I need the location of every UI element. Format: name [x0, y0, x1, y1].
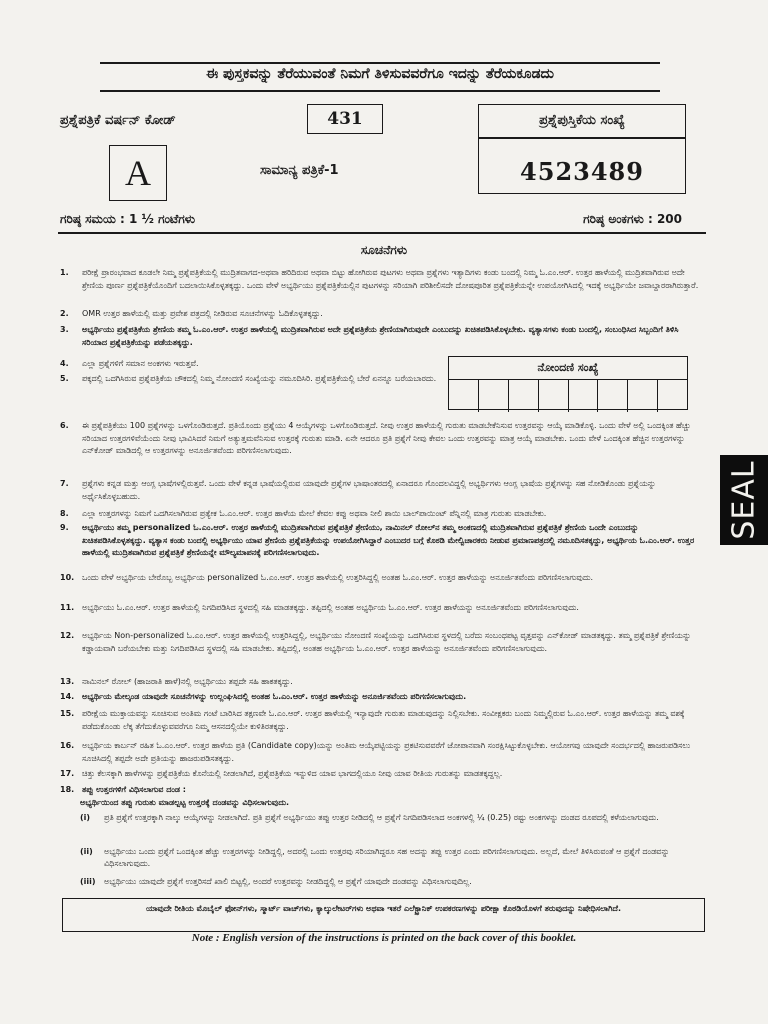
booklet-box-divider — [479, 137, 685, 139]
instruction-number: 9. — [60, 523, 69, 532]
max-time-label: ಗರಿಷ್ಠ ಸಮಯ : 1 ½ ಗಂಟೆಗಳು — [60, 212, 196, 226]
instruction-text: ನಾಮಿನಲ್ ರೋಲ್ (ಹಾಜರಾತಿ ಹಾಳೆ)ನಲ್ಲಿ ಅಭ್ಯರ್ಥಿಯು ತಪ್ಪದೇ ಸಹಿ ಹಾಕತಕ್ಕದ್ದು. — [82, 677, 293, 686]
penalty-number: (ii) — [80, 847, 93, 856]
booklet-number-label: ಪ್ರಶ್ನೆಪುಸ್ತಿಕೆಯ ಸಂಖ್ಯೆ — [539, 113, 625, 128]
banner-warning: ಈ ಪುಸ್ತಕವನ್ನು ತೆರೆಯುವಂತೆ ನಿಮಗೆ ತಿಳಿಸುವವರೆಗೂ ಇದನ್ನು ತೆರೆಯಕೂಡದು — [206, 66, 554, 82]
instruction-text: ಎಲ್ಲಾ ಉತ್ತರಗಳನ್ನು ನಿಮಗೆ ಒದಗಿಸಲಾಗಿರುವ ಪ್ರತ್ಯೇಕ ಓ.ಎಂ.ಆರ್. ಉತ್ತರ ಹಾಳೆಯ ಮೇಲೆ ಕೇವಲ ಕಪ್ಪು ಅಥವಾ ನೀಲಿ ಶಾಯಿ ಬಾಲ್‌ಪಾಯಿಂಟ್ ಪೆನ್ನಿನಲ್ಲಿ ಮಾತ್ರ ಗುರುತು ಮಾಡಬೇಕು. — [82, 509, 547, 518]
instruction-number: 3. — [60, 325, 69, 334]
version-code-label: ಪ್ರಶ್ನೆಪತ್ರಿಕೆ ವರ್ಷನ್ ಕೋಡ್ — [60, 113, 176, 128]
english-version-note: Note : English version of the instructions is printed on the back cover of this booklet. — [191, 932, 577, 944]
registration-digit-cell — [628, 380, 658, 412]
instruction-text: ಒಂದು ವೇಳೆ ಅಭ್ಯರ್ಥಿಯ ಬೇರೊಬ್ಬ ಅಭ್ಯರ್ಥಿಯ personalized ಓ.ಎಂ.ಆರ್. ಉತ್ತರ ಹಾಳೆಯಲ್ಲಿ ಉತ್ತರಿಸಿದ್ದಲ್ಲಿ ಅಂತಹ ಓ.ಎಂ.ಆರ್. ಉತ್ತರ ಹಾಳೆಯನ್ನು ಅನೂರ್ಜಿತವೆಂದು ಪರಿಗಣಿಸಲಾಗುವುದು. — [82, 573, 594, 582]
penalty-text: ಪ್ರತಿ ಪ್ರಶ್ನೆಗೆ ಉತ್ತರಕ್ಕಾಗಿ ನಾಲ್ಕು ಆಯ್ಕೆಗಳನ್ನು ನೀಡಲಾಗಿದೆ. ಪ್ರತಿ ಪ್ರಶ್ನೆಗೆ ಅಭ್ಯರ್ಥಿಯು ತಪ್ಪು ಉತ್ತರ ನೀಡಿದಲ್ಲಿ ಆ ಪ್ರಶ್ನೆಗೆ ನಿಗದಿಪಡಿಸಲಾದ ಅಂಕಗಳಲ್ಲಿ ¼ (0.25) ರಷ್ಟು ಅಂಕಗಳನ್ನು ದಂಡದ ರೂಪದಲ್ಲಿ ಕಳೆಯಲಾಗುವುದು. — [104, 813, 659, 822]
registration-digit-cell — [539, 380, 569, 412]
instruction-text: ಪರೀಕ್ಷೆ ಪ್ರಾರಂಭವಾದ ಕೂಡಲೇ ನಿಮ್ಮ ಪ್ರಶ್ನೆಪತ್ರಿಕೆಯಲ್ಲಿ ಮುದ್ರಿತವಾಗದ-ಅಥವಾ ಹರಿದಿರುವ ಅಥವಾ ಬಿಟ್ಟು ಹೋಗಿರುವ ಪುಟಗಳು ಅಥವಾ ಪ್ರಶ್ನೆಗಳು ಇತ್ಯಾದಿಗಳು ಕಂಡು ಬಂದಲ್ಲಿ ನಿಮ್ಮ ಓ.ಎಂ.ಆರ್. ಉತ್ತರ ಹಾಳೆಯಲ್ಲಿ ಮುದ್ರಿತವಾಗಿರುವ ಅದೇ ಶ್ರೇಣಿಯ ಪೂರ್ಣ ಪ್ರಶ್ನೆಪತ್ರಿಕೆಯೊಂದಿಗೆ ಬದಲಾಯಿಸಿಕೊಳ್ಳತಕ್ಕದ್ದು. ಒಂದು ವೇಳೆ ಅಭ್ಯರ್ಥಿಯು ಪ್ರಶ್ನೆಪತ್ರಿಕೆಯಲ್ಲಿನ ಪುಟಗಳನ್ನು ಸರಿಯಾಗಿ ಪರಿಶೀಲಿಸದೇ ದೋಷಪೂರಿತ ಪ್ರಶ್ನೆಪತ್ರಿಕೆಯನ್ನೇ ಉಪಯೋಗಿಸಿದಲ್ಲಿ ಇದಕ್ಕೆ ಅಭ್ಯರ್ಥಿಯೇ ಜವಾಬ್ದಾರರಾಗಿರುತ್ತಾರೆ. — [82, 268, 699, 290]
instruction-text: ಈ ಪ್ರಶ್ನೆಪತ್ರಿಕೆಯು 100 ಪ್ರಶ್ನೆಗಳನ್ನು ಒಳಗೊಂಡಿರುತ್ತದೆ. ಪ್ರತಿಯೊಂದು ಪ್ರಶ್ನೆಯು 4 ಆಯ್ಕೆಗಳನ್ನು ಒಳಗೊಂಡಿರುತ್ತದೆ. ನೀವು ಉತ್ತರ ಹಾಳೆಯಲ್ಲಿ ಗುರುತು ಮಾಡಬೇಕೆನಿಸುವ ಉತ್ತರವನ್ನು ಆಯ್ಕೆ ಮಾಡಿಕೊಳ್ಳಿ. ಒಂದು ವೇಳೆ ಅಲ್ಲಿ ಒಂದಕ್ಕಿಂತ ಹೆಚ್ಚು ಸರಿಯಾದ ಉತ್ತರಗಳಿವೆಯೆಂದು ನೀವು ಭಾವಿಸಿದರೆ ನಿಮಗೆ ಅತ್ಯುತ್ತಮವೆನಿಸುವ ಉತ್ತರಕ್ಕೆ ಗುರುತು ಮಾಡಿ. ಏನೇ ಆದರೂ ಪ್ರತಿ ಪ್ರಶ್ನೆಗೆ ನೀವು ಕೇವಲ ಒಂದು ಉತ್ತರವನ್ನು ಮಾತ್ರ ಆಯ್ಕೆ ಮಾಡಬೇಕು. ಒಂದು ವೇಳೆ ಒಂದಕ್ಕಿಂತ ಹೆಚ್ಚಿನ ಉತ್ತರಗಳನ್ನು ಎನ್‌ಕೋಡ್ ಮಾಡಿದಲ್ಲಿ ಆ ಉತ್ತರಗಳನ್ನು ಅನೂರ್ಜಿತವೆಂದು ಪರಿಗಣಿಸಲಾಗುವುದು. — [82, 421, 691, 455]
registration-number-cells — [449, 379, 687, 412]
instruction-number: 8. — [60, 509, 69, 518]
seal-label: SEAL — [726, 460, 762, 540]
instruction-number: 5. — [60, 374, 69, 383]
instruction-number: 15. — [60, 709, 75, 718]
registration-digit-cell — [509, 380, 539, 412]
instruction-text: ಚಿತ್ತು ಕೆಲಸಕ್ಕಾಗಿ ಹಾಳೆಗಳನ್ನು ಪ್ರಶ್ನೆಪತ್ರಿಕೆಯ ಕೊನೆಯಲ್ಲಿ ನೀಡಲಾಗಿದೆ, ಪ್ರಶ್ನೆಪತ್ರಿಕೆಯ ಇನ್ನುಳಿದ ಯಾವ ಭಾಗದಲ್ಲಿಯೂ ನೀವು ಯಾವ ರೀತಿಯ ಗುರುತನ್ನು ಮಾಡತಕ್ಕದ್ದಲ್ಲ. — [82, 769, 503, 778]
registration-digit-cell — [658, 380, 687, 412]
registration-digit-cell — [569, 380, 599, 412]
instruction-text: OMR ಉತ್ತರ ಹಾಳೆಯಲ್ಲಿ ಮತ್ತು ಪ್ರವೇಶ ಪತ್ರದಲ್ಲಿ ನೀಡಿರುವ ಸೂಚನೆಗಳನ್ನು ಓದಿಕೊಳ್ಳತಕ್ಕದ್ದು. — [82, 309, 323, 318]
header-divider — [58, 232, 706, 234]
instruction-number: 16. — [60, 741, 75, 750]
instruction-number: 1. — [60, 268, 69, 277]
paper-title: ಸಾಮಾನ್ಯ ಪತ್ರಿಕೆ-1 — [260, 163, 339, 178]
instruction-text: ಪಕ್ಕದಲ್ಲಿ ಒದಗಿಸಿರುವ ಪ್ರಶ್ನೆಪತ್ರಿಕೆಯ ಚೌಕದಲ್ಲಿ ನಿಮ್ಮ ನೋಂದಣಿ ಸಂಖ್ಯೆಯನ್ನು ನಮೂದಿಸಿರಿ. ಪ್ರಶ್ನೆಪತ್ರಿಕೆಯಲ್ಲಿ ಬೇರೆ ಏನನ್ನೂ ಬರೆಯಬಾರದು. — [82, 374, 437, 383]
penalty-text: ಅಭ್ಯರ್ಥಿಯು ಒಂದು ಪ್ರಶ್ನೆಗೆ ಒಂದಕ್ಕಿಂತ ಹೆಚ್ಚು ಉತ್ತರಗಳನ್ನು ನೀಡಿದ್ದಲ್ಲಿ, ಅದರಲ್ಲಿ ಒಂದು ಉತ್ತರವು ಸರಿಯಾಗಿದ್ದರೂ ಸಹ ಅದನ್ನು ತಪ್ಪು ಉತ್ತರ ಎಂದು ಪರಿಗಣಿಸಲಾಗುವುದು. ಅಲ್ಲದೆ, ಮೇಲೆ ತಿಳಿಸಿರುವಂತೆ ಆ ಪ್ರಶ್ನೆಗೆ ದಂಡವನ್ನು ವಿಧಿಸಲಾಗುವುದು. — [104, 847, 670, 868]
instruction-number: 14. — [60, 692, 75, 701]
instruction-text: ಎಲ್ಲಾ ಪ್ರಶ್ನೆಗಳಿಗೆ ಸಮಾನ ಅಂಕಗಳು ಇರುತ್ತವೆ. — [82, 359, 199, 368]
instruction-number: 10. — [60, 573, 75, 582]
instruction-text: ಅಭ್ಯರ್ಥಿಯ Non-personalized ಓ.ಎಂ.ಆರ್. ಉತ್ತರ ಹಾಳೆಯಲ್ಲಿ ಉತ್ತರಿಸಿದ್ದಲ್ಲಿ, ಅಭ್ಯರ್ಥಿಯು ನೋಂದಣಿ ಸಂಖ್ಯೆಯನ್ನು ಒದಗಿಸಿರುವ ಸ್ಥಳದಲ್ಲಿ ಬರೆದು ಸಂಬಂಧಪಟ್ಟ ವೃತ್ತವನ್ನು ಎನ್‌ಕೋಡ್ ಮಾಡತಕ್ಕದ್ದು. ತಮ್ಮ ಪ್ರಶ್ನೆಪತ್ರಿಕೆ ಶ್ರೇಣಿಯನ್ನು ಕಡ್ಡಾಯವಾಗಿ ಬರೆಯಬೇಕು ಮತ್ತು ನಿಗದಿಪಡಿಸಿದ ಸ್ಥಳದಲ್ಲಿ ಸಹಿ ಮಾಡಬೇಕು. ತಪ್ಪಿದಲ್ಲಿ, ಅಂತಹ ಅಭ್ಯರ್ಥಿಯ ಓ.ಎಂ.ಆರ್. ಉತ್ತರ ಹಾಳೆಯನ್ನು ಅನೂರ್ಜಿತವೆಂದು ಪರಿಗಣಿಸಲಾಗುವುದು. — [82, 631, 692, 653]
seal-tab — [720, 455, 768, 545]
instruction-text: ಅಭ್ಯರ್ಥಿಯ ಮೇಲ್ಕಂಡ ಯಾವುದೇ ಸೂಚನೆಗಳನ್ನು ಉಲ್ಲಂಘಿಸಿದಲ್ಲಿ ಅಂತಹ ಓ.ಎಂ.ಆರ್. ಉತ್ತರ ಹಾಳೆಯನ್ನು ಅನೂರ್ಜಿತವೆಂದು ಪರಿಗಣಿಸಲಾಗುವುದು. — [82, 692, 467, 701]
instruction-text: ಅಭ್ಯರ್ಥಿಯು ತಮ್ಮ personalized ಓ.ಎಂ.ಆರ್. ಉತ್ತರ ಹಾಳೆಯಲ್ಲಿ ಮುದ್ರಿತವಾಗಿರುವ ಪ್ರಶ್ನೆಪತ್ರಿಕೆ ಶ್ರೇಣಿಯು, ನಾಮಿನಲ್ ರೋಲ್‌ನ ತಮ್ಮ ಅಂಕಣದಲ್ಲಿ ಮುದ್ರಿತವಾಗಿರುವ ಪ್ರಶ್ನೆಪತ್ರಿಕೆ ಶ್ರೇಣಿಯ ಒಂದೇ ಎಂಬುದನ್ನು ಖಚಿತಪಡಿಸಿಕೊಳ್ಳತಕ್ಕದ್ದು. ವ್ಯತ್ಯಾಸ ಕಂಡು ಬಂದಲ್ಲಿ ಅಭ್ಯರ್ಥಿಯು ಯಾವ ಶ್ರೇಣಿಯ ಪ್ರಶ್ನೆಪತ್ರಿಕೆಯನ್ನು ಉಪಯೋಗಿಸಿದ್ದಾರೆ ಎಂಬುದರ ಬಗ್ಗೆ ಕೊಠಡಿ ಮೇಲ್ವಿಚಾರಕರು ನೀಡುವ ಪ್ರಮಾಣಪತ್ರದಲ್ಲಿ ನಮೂದಿಸತಕ್ಕದ್ದು, ಅಭ್ಯರ್ಥಿಯ ಓ.ಎಂ.ಆರ್. ಉತ್ತರ ಹಾಳೆಯಲ್ಲಿ ಮುದ್ರಿತವಾಗಿರುವ ಪ್ರಶ್ನೆಪತ್ರಿಕೆ ಶ್ರೇಣಿಯನ್ನೇ ಮೌಲ್ಯಮಾಪನಕ್ಕೆ ಪರಿಗಣಿಸಲಾಗುವುದು. — [82, 523, 695, 557]
instruction-text: ಅಭ್ಯರ್ಥಿಯು ಪ್ರಶ್ನೆಪತ್ರಿಕೆಯ ಶ್ರೇಣಿಯ ತಮ್ಮ ಓ.ಎಂ.ಆರ್. ಉತ್ತರ ಹಾಳೆಯಲ್ಲಿ ಮುದ್ರಿತವಾಗಿರುವ ಅದೇ ಪ್ರಶ್ನೆಪತ್ರಿಕೆಯ ಶ್ರೇಣಿಯಾಗಿರುವುದೇ ಎಂಬುದನ್ನು ಖಚಿತಪಡಿಸಿಕೊಳ್ಳಬೇಕು. ವ್ಯತ್ಯಾಸಗಳು ಕಂಡು ಬಂದಲ್ಲಿ, ಸಂಬಂಧಿಸಿದ ಸಿಬ್ಬಂದಿಗೆ ತಿಳಿಸಿ ಸರಿಯಾದ ಪ್ರಶ್ನೆಪತ್ರಿಕೆಯನ್ನು ಪಡೆಯತಕ್ಕದ್ದು. — [82, 325, 679, 347]
penalty-number: (iii) — [80, 877, 96, 886]
instruction-number: 4. — [60, 359, 69, 368]
instruction-text: ಪರೀಕ್ಷೆಯ ಮುಕ್ತಾಯವನ್ನು ಸೂಚಿಸುವ ಅಂತಿಮ ಗಂಟೆ ಬಾರಿಸಿದ ತಕ್ಷಣವೇ ಓ.ಎಂ.ಆರ್. ಉತ್ತರ ಹಾಳೆಯಲ್ಲಿ ಇನ್ಯಾವುದೇ ಗುರುತು ಮಾಡುವುದನ್ನು ನಿಲ್ಲಿಸಬೇಕು. ಸಂವೀಕ್ಷಕರು ಬಂದು ನಿಮ್ಮಲ್ಲಿರುವ ಓ.ಎಂ.ಆರ್. ಉತ್ತರ ಹಾಳೆಯನ್ನು ತಮ್ಮ ವಶಕ್ಕೆ ಪಡೆದುಕೊಂಡು ಲೆಕ್ಕ ತೆಗೆದುಕೊಳ್ಳುವವರೆಗೂ ನಿಮ್ಮ ಆಸನದಲ್ಲಿಯೇ ಕುಳಿತಿರತಕ್ಕದ್ದು. — [82, 709, 685, 731]
instruction-text: ಅಭ್ಯರ್ಥಿಯು ಓ.ಎಂ.ಆರ್. ಉತ್ತರ ಹಾಳೆಯಲ್ಲಿ ನಿಗದಿಪಡಿಸಿದ ಸ್ಥಳದಲ್ಲಿ ಸಹಿ ಮಾಡತಕ್ಕದ್ದು. ತಪ್ಪಿದಲ್ಲಿ ಅಂತಹ ಅಭ್ಯರ್ಥಿಯ ಓ.ಎಂ.ಆರ್. ಉತ್ತರ ಹಾಳೆಯನ್ನು ಅನೂರ್ಜಿತವೆಂದು ಪರಿಗಣಿಸಲಾಗುವುದು. — [82, 603, 579, 612]
version-letter: A — [109, 145, 167, 201]
registration-digit-cell — [449, 380, 479, 412]
electronic-devices-warning: ಯಾವುದೇ ರೀತಿಯ ಮೊಬೈಲ್ ಫೋನ್‌ಗಳು, ಸ್ಮಾರ್ಟ್ ವಾಚ್‌ಗಳು, ಕ್ಯಾಲ್ಕುಲೇಟರ್‌ಗಳು ಅಥವಾ ಇತರೆ ಎಲೆಕ್ಟ್ರಾನಿಕ್ ಉಪಕರಣಗಳನ್ನು ಪರೀಕ್ಷಾ ಕೊಠಡಿಯೊಳಗೆ ತರುವುದನ್ನು ನಿಷೇಧಿಸಲಾಗಿದೆ. — [62, 898, 705, 932]
instruction-number: 13. — [60, 677, 75, 686]
instruction-number: 2. — [60, 309, 69, 318]
instructions-heading: ಸೂಚನೆಗಳು — [360, 243, 408, 257]
registration-number-box — [448, 356, 688, 410]
registration-digit-cell — [598, 380, 628, 412]
instruction-number: 17. — [60, 769, 75, 778]
instruction-number: 7. — [60, 479, 69, 488]
penalty-number: (i) — [80, 813, 91, 822]
registration-digit-cell — [479, 380, 509, 412]
registration-number-label: ನೋಂದಣಿ ಸಂಖ್ಯೆ — [537, 361, 599, 374]
version-code: 431 — [307, 104, 383, 134]
booklet-number-box — [478, 104, 686, 194]
instruction-number: 12. — [60, 631, 75, 640]
penalty-intro: ಅಭ್ಯರ್ಥಿಯಿಂದ ತಪ್ಪು ಗುರುತು ಮಾಡಲ್ಪಟ್ಟ ಉತ್ತರಕ್ಕೆ ದಂಡವನ್ನು ವಿಧಿಸಲಾಗುವುದು. — [80, 798, 290, 807]
max-marks-label: ಗರಿಷ್ಠ ಅಂಕಗಳು : 200 — [583, 212, 682, 226]
instruction-text: ಅಭ್ಯರ್ಥಿಯ ಕಾರ್ಬನ್ ರಹಿತ ಓ.ಎಂ.ಆರ್. ಉತ್ತರ ಹಾಳೆಯ ಪ್ರತಿ (Candidate copy)ಯನ್ನು ಅಂತಿಮ ಆಯ್ಕೆಪಟ್ಟಿಯನ್ನು ಪ್ರಕಟಿಸುವವರೆಗೆ ಜೋಪಾನವಾಗಿ ಸಂರಕ್ಷಿಸಿಟ್ಟುಕೊಳ್ಳಬೇಕು. ಆಯೋಗವು ಯಾವುದೇ ಸಂದರ್ಭದಲ್ಲಿ ಹಾಜರುಪಡಿಸಲು ಸೂಚಿಸಿದಲ್ಲಿ ತಪ್ಪದೇ ಅದೇ ಪ್ರತಿಯನ್ನು ಹಾಜರುಪಡಿಸತಕ್ಕದ್ದು. — [82, 741, 691, 763]
penalty-text: ಅಭ್ಯರ್ಥಿಯು ಯಾವುದೇ ಪ್ರಶ್ನೆಗೆ ಉತ್ತರಿಸದೆ ಖಾಲಿ ಬಿಟ್ಟಲ್ಲಿ, ಅಂದರೆ ಉತ್ತರವನ್ನು ನೀಡದಿದ್ದಲ್ಲಿ ಆ ಪ್ರಶ್ನೆಗೆ ಯಾವುದೇ ದಂಡವನ್ನು ವಿಧಿಸಲಾಗುವುದಿಲ್ಲ. — [104, 877, 472, 886]
instruction-text: ಪ್ರಶ್ನೆಗಳು ಕನ್ನಡ ಮತ್ತು ಆಂಗ್ಲ ಭಾಷೆಗಳಲ್ಲಿರುತ್ತವೆ. ಒಂದು ವೇಳೆ ಕನ್ನಡ ಭಾಷೆಯಲ್ಲಿರುವ ಯಾವುದೇ ಪ್ರಶ್ನೆಗಳ ಭಾಷಾಂತರದಲ್ಲಿ ಏನಾದರೂ ಗೊಂದಲವಿದ್ದಲ್ಲಿ ಅಭ್ಯರ್ಥಿಗಳು ಆಂಗ್ಲ ಭಾಷೆಯ ಪ್ರಶ್ನೆಗಳನ್ನು ಸಹ ನೋಡಿಕೊಂಡು ಪ್ರಶ್ನೆಯನ್ನು ಅರ್ಥೈಸಿಕೊಳ್ಳಬಹುದು. — [82, 479, 656, 501]
banner-bottom-rule — [100, 90, 660, 92]
instruction-number: 11. — [60, 603, 75, 612]
instruction-number: 18. — [60, 785, 75, 794]
instruction-number: 6. — [60, 421, 69, 430]
instruction-text: ತಪ್ಪು ಉತ್ತರಗಳಿಗೆ ವಿಧಿಸಲಾಗುವ ದಂಡ : — [82, 785, 187, 794]
banner-top-rule — [100, 62, 660, 64]
booklet-number: 4523489 — [520, 157, 644, 186]
